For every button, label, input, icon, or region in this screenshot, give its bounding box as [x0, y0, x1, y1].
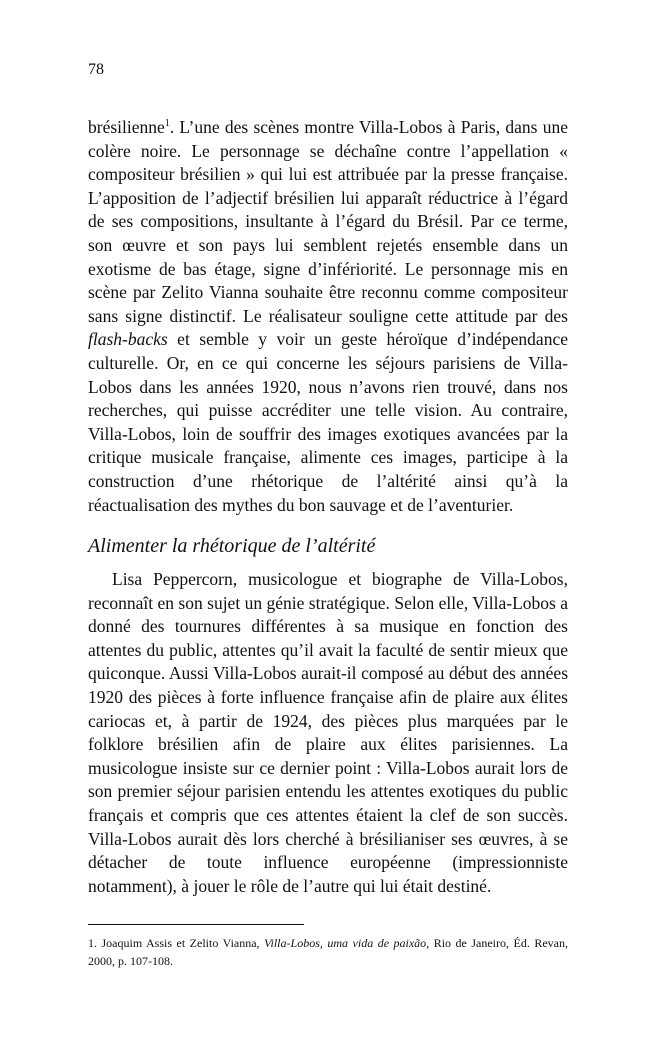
paragraph-text: . L’une des scènes montre Villa-Lobos à Paris, dans une colère noire. Le personnage se déchaîne contre l’appellation « compositeur brésilien » qui lui est attribuée par la presse française. L’apposition de l’adjectif brésilien lui apparaît réductrice à l’égard de ses compositions, insultante à l’égard du Brésil. Par ce terme, son œuvre et son pays lui semblent rejetés ensemble dans un exotisme de bas étage, signe d’infériorité. Le personnage mis en scène par Zelito Vianna souhaite être reconnu comme compositeur sans signe distinctif. Le réalisateur souligne cette attitude par des	[88, 117, 568, 326]
paragraph-text: brésilienne	[88, 117, 165, 137]
body-text	[88, 116, 568, 898]
paragraph-continuation	[88, 116, 568, 517]
footnote-divider	[88, 924, 304, 925]
footnote	[88, 934, 568, 970]
footnote-text: , Rio de Janeiro, Éd. Revan, 2000, p. 107-108.	[88, 936, 569, 968]
italic-term: flash-backs	[88, 329, 168, 350]
section-heading: Alimenter la rhétorique de l’altérité	[88, 535, 376, 558]
paragraph: Lisa Peppercorn, musicologue et biographe de Villa-Lobos, reconnaît en son sujet un génie stratégique. Selon elle, Villa-Lobos a donné des tournures différentes à sa musique en fonction des attentes du public, attentes qu’il avait la faculté de sentir mieux que quiconque. Aussi Villa-Lobos aurait-il composé au début des années 1920 des pièces à forte influence française afin de plaire aux élites cariocas et, à partir de 1924, des pièces plus marquées par le folklore brésilien afin de plaire aux élites parisiennes. La musicologue insiste sur ce dernier point : Villa-Lobos aurait lors de son premier séjour parisien entendu les attentes exotiques du public français et compris que ces attentes étaient la clef de son succès. Villa-Lobos aurait dès lors cherché à brésilianiser ses œuvres, à se détacher de toute influence européenne (impressionniste notamment), à jouer le rôle de l’autre qui lui était destiné.	[88, 569, 568, 896]
page-number: 78	[88, 61, 104, 78]
paragraph-text: et semble y voir un geste héroïque d’indépendance culturelle. Or, en ce qui concerne les séjours parisiens de Villa-Lobos dans les années 1920, nous n’avons rien trouvé, dans nos recherches, qui puisse accréditer une telle vision. Au contraire, Villa-Lobos, loin de souffrir des images exotiques avancées par la critique musicale française, alimente ces images, participe à la construction d’une rhétorique de l’altérité ainsi qu’à la réactualisation des mythes du bon sauvage et de l’aventurier.	[88, 329, 568, 515]
footnote-reference: 1	[164, 118, 170, 130]
footnote-book-title: Villa-Lobos, uma vida de paixão	[264, 936, 427, 950]
footnote-text: 1. Joaquim Assis et Zelito Vianna,	[88, 936, 265, 950]
